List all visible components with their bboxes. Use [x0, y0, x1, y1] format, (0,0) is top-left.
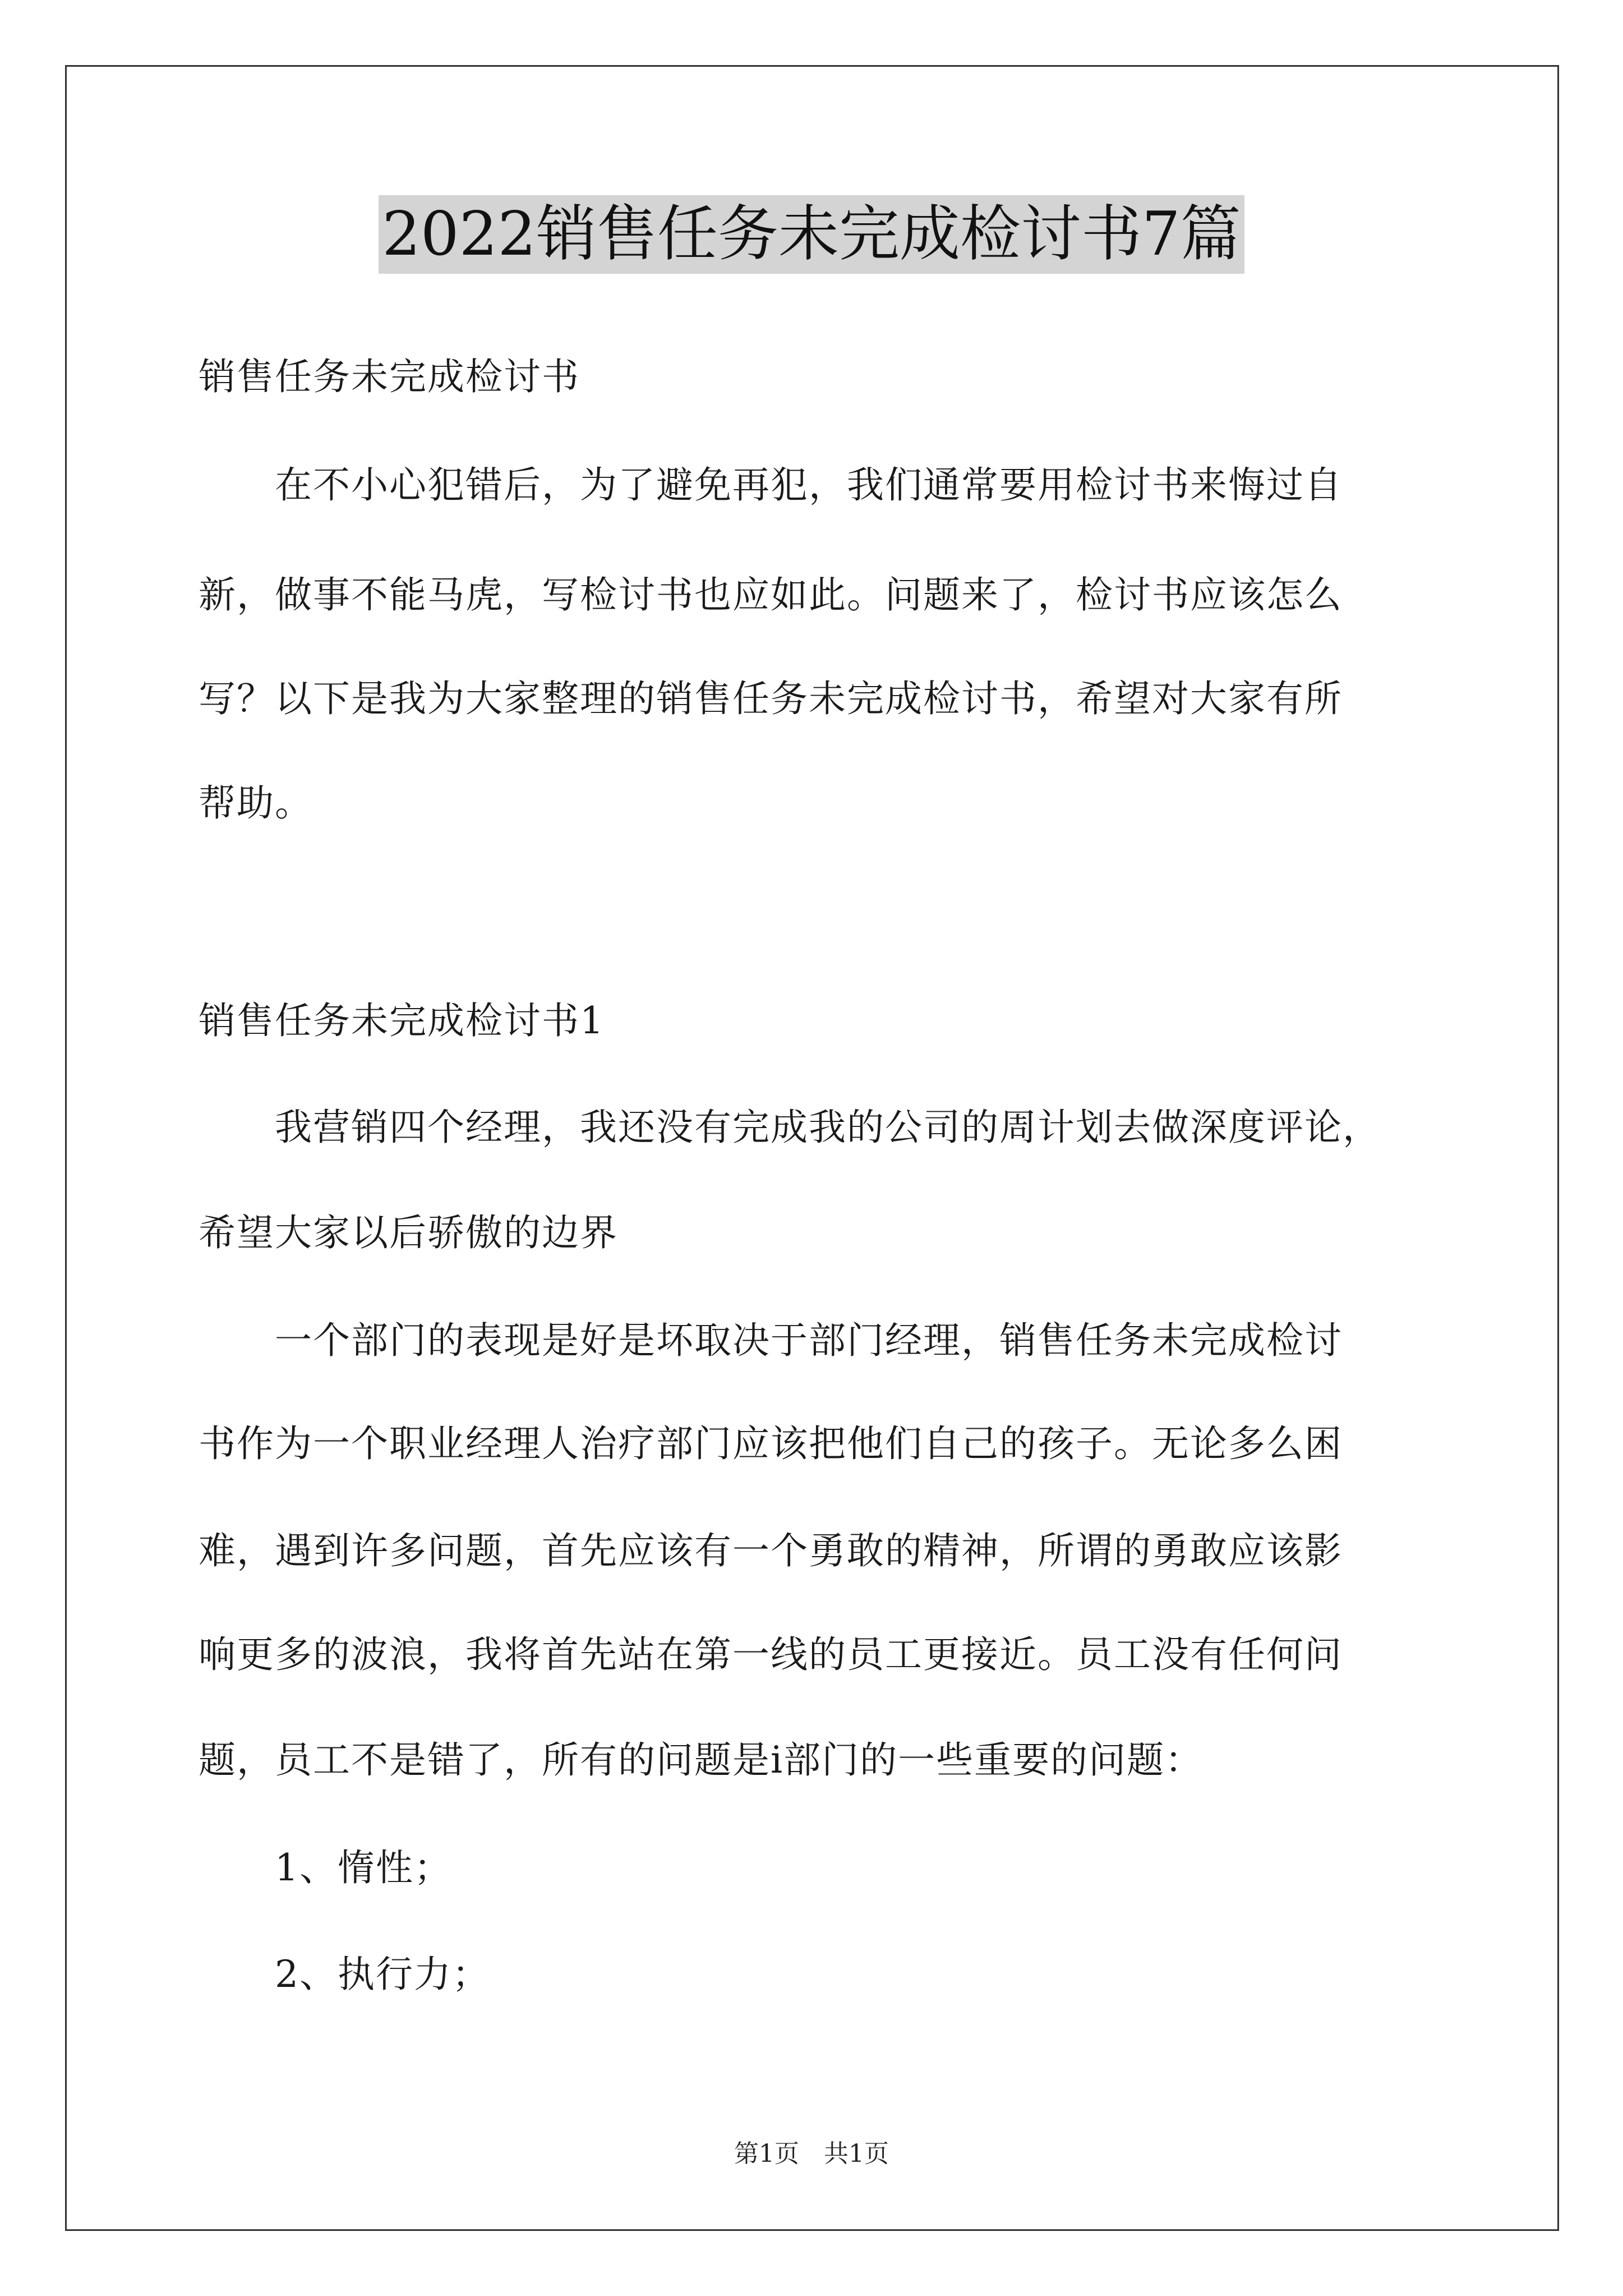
paragraph-line: 难，遇到许多问题，首先应该有一个勇敢的精神，所谓的勇敢应该影: [199, 1529, 1343, 1572]
paragraph-line: 题，员工不是错了，所有的问题是i部门的一些重要的问题：: [199, 1738, 1204, 1782]
paragraph-line: 帮助。: [199, 781, 313, 825]
page-footer: 第1页 共1页: [734, 2139, 889, 2168]
section-heading: 销售任务未完成检讨书: [199, 355, 580, 398]
list-item: 1、惰性；: [199, 1846, 452, 1889]
paragraph-line: 写？以下是我为大家整理的销售任务未完成检讨书，希望对大家有所: [199, 677, 1343, 720]
paragraph-line: 一个部门的表现是好是坏取决于部门经理，销售任务未完成检讨: [199, 1319, 1343, 1362]
paragraph-line: 新，做事不能马虎，写检讨书也应如此。问题来了，检讨书应该怎么: [199, 573, 1343, 616]
paragraph-line: 我营销四个经理，我还没有完成我的公司的周计划去做深度评论，: [199, 1106, 1381, 1149]
title-container: [0, 195, 1623, 274]
section-heading: 销售任务未完成检讨书1: [199, 999, 605, 1042]
list-item: 2、执行力；: [199, 1953, 490, 1996]
document-title: 2022销售任务未完成检讨书7篇: [379, 195, 1244, 274]
paragraph-line: 响更多的波浪，我将首先站在第一线的员工更接近。员工没有任何问: [199, 1633, 1343, 1676]
paragraph-line: 希望大家以后骄傲的边界: [199, 1211, 618, 1254]
paragraph-line: 在不小心犯错后，为了避免再犯，我们通常要用检讨书来悔过自: [199, 463, 1343, 507]
paragraph-line: 书作为一个职业经理人治疗部门应该把他们自己的孩子。无论多么困: [199, 1422, 1343, 1465]
